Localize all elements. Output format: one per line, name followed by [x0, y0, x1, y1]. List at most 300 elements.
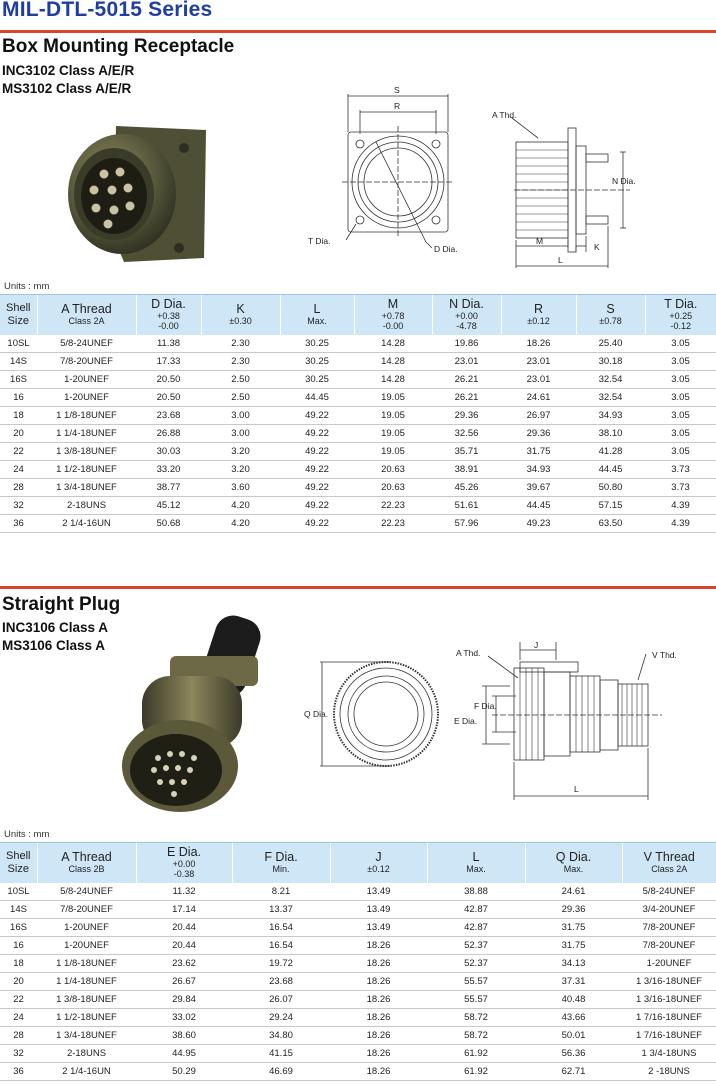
table-cell: 14S	[0, 353, 37, 371]
table-cell: 22	[0, 443, 37, 461]
table-cell: 1 1/2-18UNEF	[37, 461, 136, 479]
column-header-tolerance: Class 2A	[651, 864, 688, 875]
table-cell: 3.20	[201, 443, 280, 461]
table-cell: 37.31	[525, 973, 622, 991]
column-header-tolerance: -0.12	[670, 321, 691, 332]
table-cell: 17.14	[136, 901, 232, 919]
table-cell: 33.02	[136, 1009, 232, 1027]
table-cell: 18.26	[330, 991, 427, 1009]
column-header	[576, 295, 645, 335]
table-cell: 26.88	[136, 425, 201, 443]
label-l: L	[558, 255, 563, 265]
table-cell: 14.28	[354, 335, 432, 353]
table-cell: 49.22	[280, 515, 354, 533]
table-cell: 29.36	[525, 901, 622, 919]
column-header-label: Size	[7, 862, 29, 875]
table-cell: 3.00	[201, 407, 280, 425]
table-cell: 13.49	[330, 883, 427, 901]
table-cell: 13.37	[232, 901, 330, 919]
table-cell: 16.54	[232, 937, 330, 955]
column-header-label: Shell	[6, 849, 31, 862]
table-cell: 2.30	[201, 353, 280, 371]
table-cell: 31.75	[525, 937, 622, 955]
table-cell: 31.75	[501, 443, 576, 461]
table-cell: 1-20UNEF	[37, 919, 136, 937]
table-row	[0, 919, 716, 937]
table-cell: 34.13	[525, 955, 622, 973]
table-cell: 26.07	[232, 991, 330, 1009]
table-cell: 18.26	[330, 1063, 427, 1081]
plug-model-ms: MS3106 Class A	[2, 638, 106, 653]
section-divider	[0, 30, 716, 33]
table-cell: 1 1/2-18UNEF	[37, 1009, 136, 1027]
column-header-tolerance: ±0.78	[599, 316, 622, 327]
table-row	[0, 479, 716, 497]
table-cell: 24	[0, 461, 37, 479]
table-cell: 56.36	[525, 1045, 622, 1063]
table-cell: 3.05	[645, 371, 716, 389]
column-header-label: A Thread	[61, 302, 112, 317]
table-cell: 50.68	[136, 515, 201, 533]
table-cell: 52.37	[427, 937, 525, 955]
table-cell: 3.05	[645, 425, 716, 443]
column-header-label: V Thread	[643, 850, 695, 865]
column-header-label: Q Dia.	[555, 850, 592, 865]
table-cell: 1 3/4-18UNEF	[37, 1027, 136, 1045]
table-cell: 18.26	[501, 335, 576, 353]
table-row	[0, 991, 716, 1009]
table-cell: 32.56	[432, 425, 501, 443]
table-cell: 58.72	[427, 1027, 525, 1045]
column-header-label: L	[472, 850, 480, 865]
table-cell: 17.33	[136, 353, 201, 371]
table-cell: 41.15	[232, 1045, 330, 1063]
table-cell: 18	[0, 955, 37, 973]
table-cell: 3.05	[645, 443, 716, 461]
table-cell: 28	[0, 1027, 37, 1045]
column-header-label: L	[313, 302, 321, 317]
table-cell: 30.18	[576, 353, 645, 371]
table-cell: 23.68	[232, 973, 330, 991]
column-header-label: S	[606, 302, 615, 317]
column-header-label: T Dia.	[664, 297, 698, 312]
column-header	[525, 843, 622, 883]
table-cell: 43.66	[525, 1009, 622, 1027]
table-cell: 34.93	[576, 407, 645, 425]
table-row	[0, 389, 716, 407]
column-header-tolerance: Class 2A	[68, 316, 105, 327]
label-m: M	[536, 236, 544, 246]
table-cell: 42.87	[427, 901, 525, 919]
table-cell: 28	[0, 479, 37, 497]
column-header-label: N Dia.	[449, 297, 484, 312]
label-d-dia: D Dia.	[434, 244, 458, 254]
column-header-tolerance: Max.	[563, 864, 584, 875]
table-cell: 63.50	[576, 515, 645, 533]
table-cell: 51.61	[432, 497, 501, 515]
table-cell: 1 3/8-18UNEF	[37, 991, 136, 1009]
column-header-label: K	[236, 302, 245, 317]
table-cell: 10SL	[0, 335, 37, 353]
column-header-tolerance: -0.00	[158, 321, 179, 332]
table-cell: 3.05	[645, 353, 716, 371]
column-header-tolerance: -0.00	[382, 321, 404, 332]
table-cell: 25.40	[576, 335, 645, 353]
table-cell: 3.73	[645, 461, 716, 479]
table-cell: 11.38	[136, 335, 201, 353]
table-cell: 26.67	[136, 973, 232, 991]
label-a-thd: A Thd.	[456, 648, 481, 658]
table-cell: 14.28	[354, 371, 432, 389]
table-cell: 38.88	[427, 883, 525, 901]
table-cell: 1 3/4-18UNEF	[37, 479, 136, 497]
column-header	[136, 295, 201, 335]
table-cell: 29.24	[232, 1009, 330, 1027]
label-r: R	[394, 101, 401, 111]
column-header	[501, 295, 576, 335]
table-cell: 46.69	[232, 1063, 330, 1081]
table-cell: 3/4-20UNEF	[622, 901, 716, 919]
plug-table-header	[0, 843, 716, 883]
column-header	[201, 295, 280, 335]
table-cell: 32	[0, 497, 37, 515]
column-header	[232, 843, 330, 883]
column-header-tolerance: ±0.12	[527, 316, 550, 327]
table-cell: 19.72	[232, 955, 330, 973]
plug-photo	[112, 612, 272, 816]
column-header	[37, 295, 136, 335]
table-cell: 20.63	[354, 479, 432, 497]
table-row	[0, 1063, 716, 1081]
receptacle-model-ms: MS3102 Class A/E/R	[2, 81, 132, 96]
table-row	[0, 515, 716, 533]
table-cell: 29.84	[136, 991, 232, 1009]
table-cell: 36	[0, 515, 37, 533]
plug-model-inc: INC3106 Class A	[2, 620, 109, 635]
table-cell: 34.93	[501, 461, 576, 479]
table-cell: 20.44	[136, 919, 232, 937]
table-cell: 7/8-20UNEF	[37, 353, 136, 371]
table-cell: 45.12	[136, 497, 201, 515]
table-cell: 3.05	[645, 335, 716, 353]
table-cell: 42.87	[427, 919, 525, 937]
column-header-tolerance: Max.	[307, 316, 327, 327]
column-header	[280, 295, 354, 335]
table-cell: 49.22	[280, 497, 354, 515]
receptacle-front-diagram	[306, 82, 464, 258]
table-cell: 18.26	[330, 955, 427, 973]
plug-units: Units : mm	[4, 829, 50, 840]
label-k: K	[594, 242, 600, 252]
table-cell: 35.71	[432, 443, 501, 461]
table-cell: 16.54	[232, 919, 330, 937]
table-row	[0, 955, 716, 973]
column-header-tolerance: +0.25	[669, 311, 693, 322]
table-cell: 3.73	[645, 479, 716, 497]
table-cell: 2 -18UNS	[622, 1063, 716, 1081]
table-cell: 62.71	[525, 1063, 622, 1081]
column-header-label: A Thread	[61, 850, 112, 865]
table-cell: 29.36	[432, 407, 501, 425]
table-cell: 34.80	[232, 1027, 330, 1045]
label-v-thd: V Thd.	[652, 650, 677, 660]
table-row	[0, 937, 716, 955]
column-header	[645, 295, 716, 335]
table-cell: 1 1/4-18UNEF	[37, 973, 136, 991]
label-s: S	[394, 85, 400, 95]
column-header-tolerance: Min.	[272, 864, 290, 875]
table-cell: 33.20	[136, 461, 201, 479]
table-row	[0, 425, 716, 443]
table-cell: 2.30	[201, 335, 280, 353]
column-header	[37, 843, 136, 883]
table-cell: 23.01	[501, 353, 576, 371]
table-row	[0, 353, 716, 371]
table-cell: 1 7/16-18UNEF	[622, 1027, 716, 1045]
column-header-label: J	[375, 850, 382, 865]
table-row	[0, 973, 716, 991]
table-cell: 38.10	[576, 425, 645, 443]
label-f-dia: F Dia.	[474, 701, 497, 711]
table-row	[0, 335, 716, 353]
column-header-label: F Dia.	[264, 850, 298, 865]
column-header-tolerance: +0.38	[157, 311, 180, 322]
table-cell: 4.39	[645, 497, 716, 515]
table-cell: 20.44	[136, 937, 232, 955]
table-cell: 1 3/16-18UNEF	[622, 991, 716, 1009]
label-a-thd: A Thd.	[492, 110, 517, 120]
table-row	[0, 443, 716, 461]
table-cell: 58.72	[427, 1009, 525, 1027]
table-cell: 18.26	[330, 1009, 427, 1027]
table-cell: 49.23	[501, 515, 576, 533]
table-cell: 49.22	[280, 443, 354, 461]
label-l: L	[574, 784, 579, 794]
table-cell: 44.45	[280, 389, 354, 407]
table-cell: 24	[0, 1009, 37, 1027]
table-cell: 23.01	[501, 371, 576, 389]
table-cell: 22	[0, 991, 37, 1009]
table-cell: 49.22	[280, 479, 354, 497]
table-cell: 7/8-20UNEF	[622, 919, 716, 937]
table-cell: 30.25	[280, 335, 354, 353]
table-cell: 1 1/8-18UNEF	[37, 407, 136, 425]
table-cell: 57.96	[432, 515, 501, 533]
table-row	[0, 371, 716, 389]
table-cell: 3.00	[201, 425, 280, 443]
table-cell: 1 1/8-18UNEF	[37, 955, 136, 973]
table-cell: 10SL	[0, 883, 37, 901]
plug-spec-table	[0, 842, 716, 1081]
table-cell: 22.23	[354, 497, 432, 515]
table-cell: 20.63	[354, 461, 432, 479]
table-cell: 32.54	[576, 389, 645, 407]
table-cell: 44.95	[136, 1045, 232, 1063]
table-cell: 38.60	[136, 1027, 232, 1045]
column-header-tolerance: +0.00	[455, 311, 478, 322]
table-cell: 30.03	[136, 443, 201, 461]
column-header-tolerance: ±0.30	[229, 316, 252, 327]
table-cell: 44.45	[501, 497, 576, 515]
table-cell: 61.92	[427, 1063, 525, 1081]
table-cell: 16S	[0, 919, 37, 937]
table-cell: 18.26	[330, 973, 427, 991]
table-cell: 7/8-20UNEF	[37, 901, 136, 919]
label-e-dia: E Dia.	[454, 716, 478, 726]
table-cell: 23.68	[136, 407, 201, 425]
column-header-label: D Dia.	[151, 297, 186, 312]
column-header-tolerance: -0.38	[173, 869, 195, 880]
table-cell: 24.61	[525, 883, 622, 901]
column-header	[622, 843, 716, 883]
table-cell: 55.57	[427, 973, 525, 991]
table-cell: 26.97	[501, 407, 576, 425]
table-cell: 55.57	[427, 991, 525, 1009]
table-row	[0, 497, 716, 515]
table-cell: 19.05	[354, 443, 432, 461]
table-cell: 5/8-24UNEF	[37, 335, 136, 353]
table-cell: 44.45	[576, 461, 645, 479]
table-cell: 41.28	[576, 443, 645, 461]
table-row	[0, 1009, 716, 1027]
table-cell: 4.39	[645, 515, 716, 533]
table-cell: 5/8-24UNEF	[622, 883, 716, 901]
table-cell: 19.86	[432, 335, 501, 353]
plug-title: Straight Plug	[2, 594, 121, 615]
column-header	[0, 295, 37, 335]
column-header-tolerance: ±0.12	[367, 864, 390, 875]
receptacle-table-header	[0, 295, 716, 335]
column-header-label: E Dia.	[166, 845, 202, 860]
table-cell: 45.26	[432, 479, 501, 497]
table-cell: 52.37	[427, 955, 525, 973]
table-cell: 14.28	[354, 353, 432, 371]
table-cell: 1 7/16-18UNEF	[622, 1009, 716, 1027]
receptacle-side-diagram	[490, 106, 650, 272]
table-cell: 3.05	[645, 407, 716, 425]
table-cell: 1 3/4-18UNS	[622, 1045, 716, 1063]
table-cell: 5/8-24UNEF	[37, 883, 136, 901]
table-cell: 2.50	[201, 371, 280, 389]
column-header-tolerance: -4.78	[456, 321, 477, 332]
column-header	[432, 295, 501, 335]
table-cell: 19.05	[354, 389, 432, 407]
table-cell: 29.36	[501, 425, 576, 443]
table-row	[0, 1027, 716, 1045]
table-cell: 49.22	[280, 461, 354, 479]
table-cell: 31.75	[525, 919, 622, 937]
table-cell: 16	[0, 937, 37, 955]
table-cell: 40.48	[525, 991, 622, 1009]
table-cell: 36	[0, 1063, 37, 1081]
table-cell: 1 3/16-18UNEF	[622, 973, 716, 991]
table-cell: 13.49	[330, 919, 427, 937]
table-cell: 49.22	[280, 407, 354, 425]
column-header-tolerance: Max.	[466, 864, 486, 875]
table-row	[0, 901, 716, 919]
table-cell: 1-20UNEF	[622, 955, 716, 973]
table-cell: 57.15	[576, 497, 645, 515]
series-title: MIL-DTL-5015 Series	[2, 0, 213, 21]
label-j: J	[534, 640, 539, 650]
table-cell: 11.32	[136, 883, 232, 901]
column-header	[0, 843, 37, 883]
table-cell: 1 3/8-18UNEF	[37, 443, 136, 461]
table-cell: 32.54	[576, 371, 645, 389]
table-cell: 14S	[0, 901, 37, 919]
table-cell: 1 1/4-18UNEF	[37, 425, 136, 443]
table-cell: 2-18UNS	[37, 497, 136, 515]
table-cell: 2 1/4-16UN	[37, 515, 136, 533]
column-header	[354, 295, 432, 335]
table-cell: 1-20UNEF	[37, 937, 136, 955]
table-cell: 7/8-20UNEF	[622, 937, 716, 955]
label-n-dia: N Dia.	[612, 176, 636, 186]
receptacle-photo	[64, 118, 214, 266]
table-cell: 38.77	[136, 479, 201, 497]
table-cell: 39.67	[501, 479, 576, 497]
table-cell: 4.20	[201, 497, 280, 515]
table-cell: 3.60	[201, 479, 280, 497]
table-cell: 38.91	[432, 461, 501, 479]
table-cell: 3.20	[201, 461, 280, 479]
table-row	[0, 1045, 716, 1063]
column-header-tolerance: +0.78	[381, 311, 405, 322]
table-cell: 4.20	[201, 515, 280, 533]
table-cell: 23.62	[136, 955, 232, 973]
table-cell: 3.05	[645, 389, 716, 407]
column-header-tolerance: +0.00	[172, 859, 196, 870]
table-cell: 26.21	[432, 389, 501, 407]
table-row	[0, 461, 716, 479]
label-t-dia: T Dia.	[308, 236, 331, 246]
table-cell: 2.50	[201, 389, 280, 407]
table-cell: 20.50	[136, 371, 201, 389]
table-cell: 16	[0, 389, 37, 407]
table-cell: 20	[0, 425, 37, 443]
column-header-label: Shell	[6, 301, 31, 314]
receptacle-spec-table	[0, 294, 716, 533]
plug-front-diagram	[300, 656, 448, 778]
table-cell: 18.26	[330, 1027, 427, 1045]
table-cell: 20.50	[136, 389, 201, 407]
receptacle-title: Box Mounting Receptacle	[2, 36, 235, 57]
table-cell: 18.26	[330, 937, 427, 955]
column-header-label: Size	[7, 314, 29, 327]
table-cell: 2-18UNS	[37, 1045, 136, 1063]
column-header	[427, 843, 525, 883]
column-header-label: M	[387, 297, 399, 312]
column-header	[330, 843, 427, 883]
table-cell: 50.80	[576, 479, 645, 497]
table-cell: 22.23	[354, 515, 432, 533]
table-cell: 19.05	[354, 407, 432, 425]
table-row	[0, 407, 716, 425]
column-header	[136, 843, 232, 883]
column-header-label: R	[533, 302, 544, 317]
table-cell: 50.01	[525, 1027, 622, 1045]
table-cell: 30.25	[280, 371, 354, 389]
table-cell: 16S	[0, 371, 37, 389]
table-cell: 2 1/4-16UN	[37, 1063, 136, 1081]
table-row	[0, 883, 716, 901]
section-divider	[0, 586, 716, 589]
column-header-tolerance: Class 2B	[68, 864, 105, 875]
receptacle-units: Units : mm	[4, 281, 50, 292]
table-cell: 23.01	[432, 353, 501, 371]
table-cell: 49.22	[280, 425, 354, 443]
label-q-dia: Q Dia.	[304, 709, 329, 719]
